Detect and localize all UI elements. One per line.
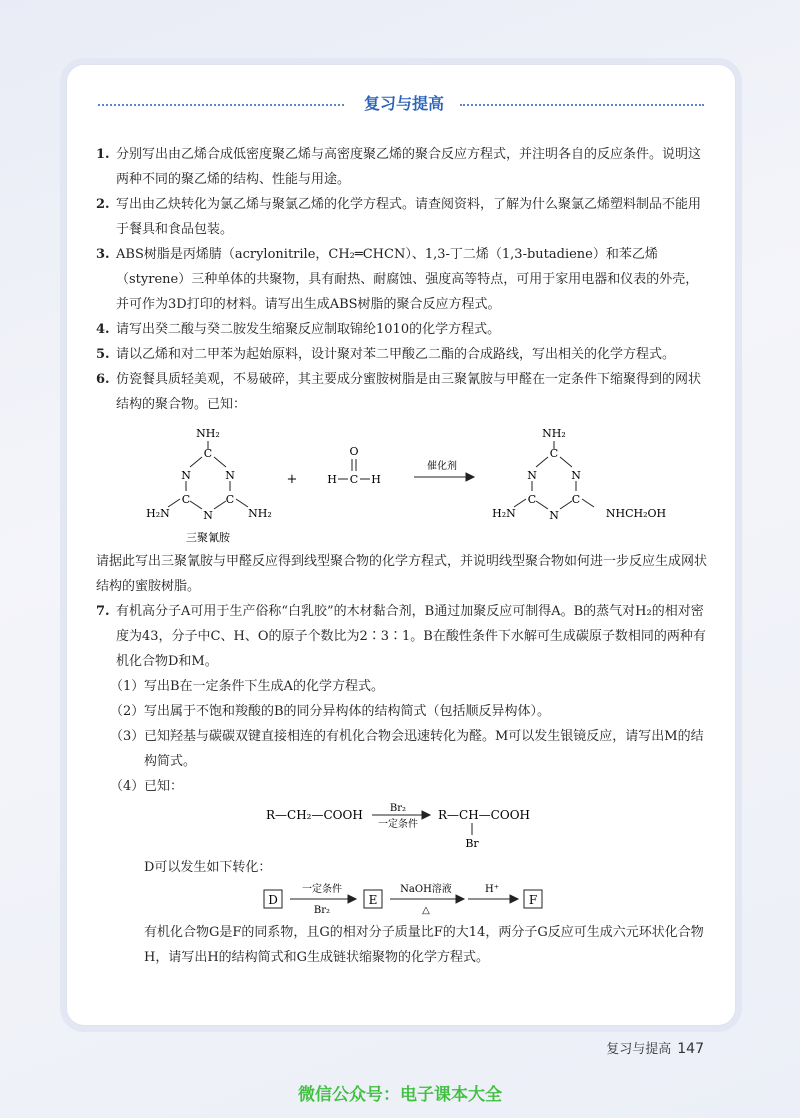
part-number: （3） xyxy=(110,729,145,744)
question-text: 分别写出由乙烯合成低密度聚乙烯与高密度聚乙烯的聚合反应方程式，并注明各自的反应条件。说明这两种不同的聚乙烯的结构、性能与用途。 xyxy=(116,147,702,187)
question-text: 有机高分子A可用于生产俗称“白乳胶”的木材黏合剂，B通过加聚反应可制得A。B的蒸气对H₂的相对密度为43，分子中C、H、O的原子个数比为2∶3∶1。B在酸性条件下水解可生成碳原子数相同的两种有机化合物D和M。 xyxy=(116,604,706,669)
page-number: 147 xyxy=(677,1041,704,1057)
question-5 xyxy=(96,342,710,367)
condition-label: 一定条件 xyxy=(378,819,418,830)
methylol-group-label: NHCH₂OH xyxy=(605,507,667,520)
arrow2-condition: △ xyxy=(422,905,430,916)
question-text: 请据此写出三聚氰胺与甲醛反应得到线型聚合物的化学方程式，并说明线型聚合物如何进一步反应生成网状结构的蜜胺树脂。 xyxy=(96,554,708,594)
ring-nitrogen-label: N xyxy=(225,469,235,482)
part-number: （2） xyxy=(110,704,145,719)
amino-group-label: H₂N xyxy=(492,507,516,520)
bromine-label: Br xyxy=(465,837,479,850)
conversion-intro-text: D可以发生如下转化： xyxy=(144,860,272,875)
bromination-reaction-diagram xyxy=(96,799,710,855)
arrow3-reagent: H⁺ xyxy=(485,884,499,895)
conversion-chain-diagram xyxy=(96,880,710,920)
ring-nitrogen-label: N xyxy=(527,469,537,482)
question-text: ABS树脂是丙烯腈（acrylonitrile，CH₂═CHCN）、1,3-丁二烯（1,3-butadiene）和苯乙烯（styrene）三种单体的共聚物，具有耐热、耐腐蚀、强度高等特点，可用于家用电器和仪表的外壳，并可作为3D打印的材料。请写出生成ABS树脂的聚合反应方程式。 xyxy=(116,247,699,312)
header-dotted-line-left xyxy=(98,104,344,106)
question-4 xyxy=(96,317,710,342)
arrow2-reagent: NaOH溶液 xyxy=(400,884,452,895)
melamine-reaction-figure xyxy=(96,417,710,549)
compound-f-label: F xyxy=(528,893,538,907)
compound-d-label: D xyxy=(268,893,278,907)
section-header xyxy=(98,92,704,116)
melamine-name-label: 三聚氰胺 xyxy=(186,531,230,544)
question-3 xyxy=(96,242,710,317)
question-text: 写出由乙炔转化为氯乙烯与聚氯乙烯的化学方程式。请查阅资料，了解为什么聚氯乙烯塑料制品不能用于餐具和食品包装。 xyxy=(116,197,702,237)
amino-group-label: NH₂ xyxy=(248,507,272,520)
melamine-reaction-diagram xyxy=(96,417,710,549)
arrow1-condition: 一定条件 xyxy=(302,884,342,895)
footer-section-label: 复习与提高 xyxy=(606,1042,672,1057)
section-title: 复习与提高 xyxy=(363,94,444,113)
exercise-list xyxy=(96,142,710,970)
ring-carbon-label: C xyxy=(549,447,559,460)
ring-nitrogen-label: N xyxy=(549,509,559,522)
ring-nitrogen-label: N xyxy=(203,509,213,522)
part-text: 已知羟基与碳碳双键直接相连的有机化合物会迅速转化为醛。M可以发生银镜反应，请写出M的结构简式。 xyxy=(144,729,704,769)
part-text: 已知： xyxy=(144,779,184,794)
part-text: 写出属于不饱和羧酸的B的同分异构体的结构简式（包括顺反异构体）。 xyxy=(144,704,551,719)
oxygen-label: O xyxy=(349,445,359,458)
amino-group-label: H₂N xyxy=(146,507,170,520)
compound-e-label: E xyxy=(368,893,378,907)
question-number: 6. xyxy=(96,372,110,387)
hydrogen-label: H xyxy=(371,473,381,486)
ring-carbon-label: C xyxy=(181,493,191,506)
ring-nitrogen-label: N xyxy=(571,469,581,482)
wechat-watermark: 微信公众号：电子课本大全 xyxy=(298,1085,502,1105)
part-number: （1） xyxy=(110,679,145,694)
question-7-part-1 xyxy=(96,674,710,699)
catalyst-label: 催化剂 xyxy=(427,461,457,472)
part-text: 写出B在一定条件下生成A的化学方程式。 xyxy=(144,679,384,694)
question-text: 仿瓷餐具质轻美观，不易破碎，其主要成分蜜胺树脂是由三聚氰胺与甲醛在一定条件下缩聚得到的网状结构的聚合物。已知： xyxy=(116,372,702,412)
question-number: 4. xyxy=(96,322,110,337)
header-dotted-line-right xyxy=(460,104,704,106)
page-footer xyxy=(606,1038,704,1057)
question-7 xyxy=(96,599,710,674)
ring-carbon-label: C xyxy=(225,493,235,506)
question-7-final xyxy=(96,920,710,970)
reactant-formula: R—CH₂—COOH xyxy=(266,808,363,822)
conversion-chain-figure xyxy=(96,880,710,920)
question-number: 3. xyxy=(96,247,110,262)
question-2 xyxy=(96,192,710,242)
question-7-part-2 xyxy=(96,699,710,724)
question-text: 请写出癸二酸与癸二胺发生缩聚反应制取锦纶1010的化学方程式。 xyxy=(116,322,501,337)
question-7-part-3 xyxy=(96,724,710,774)
question-number: 7. xyxy=(96,604,110,619)
part-number: （4） xyxy=(110,779,145,794)
reagent-label: Br₂ xyxy=(389,803,407,814)
amino-group-label: NH₂ xyxy=(542,427,566,440)
question-6-followup xyxy=(96,549,710,599)
amino-group-label: NH₂ xyxy=(196,427,220,440)
question-7-part-4 xyxy=(96,774,710,799)
question-6 xyxy=(96,367,710,417)
question-text: 有机化合物G是F的同系物，且G的相对分子质量比F的大14，两分子G反应可生成六元环状化合物H，请写出H的结构简式和G生成链状缩聚物的化学方程式。 xyxy=(144,925,704,965)
conversion-intro xyxy=(96,855,710,880)
ring-nitrogen-label: N xyxy=(181,469,191,482)
hydrogen-label: H xyxy=(327,473,337,486)
question-number: 1. xyxy=(96,147,110,162)
product-formula: R—CH—COOH xyxy=(438,808,531,822)
ring-carbon-label: C xyxy=(203,447,213,460)
plus-sign: + xyxy=(286,472,298,487)
arrow1-reagent: Br₂ xyxy=(313,905,331,916)
question-1 xyxy=(96,142,710,192)
bromination-reaction-figure xyxy=(96,799,710,855)
question-number: 2. xyxy=(96,197,110,212)
question-text: 请以乙烯和对二甲苯为起始原料，设计聚对苯二甲酸乙二酯的合成路线，写出相关的化学方程式。 xyxy=(116,347,676,362)
ring-carbon-label: C xyxy=(571,493,581,506)
ring-carbon-label: C xyxy=(527,493,537,506)
carbon-label: C xyxy=(349,473,359,486)
question-number: 5. xyxy=(96,347,110,362)
